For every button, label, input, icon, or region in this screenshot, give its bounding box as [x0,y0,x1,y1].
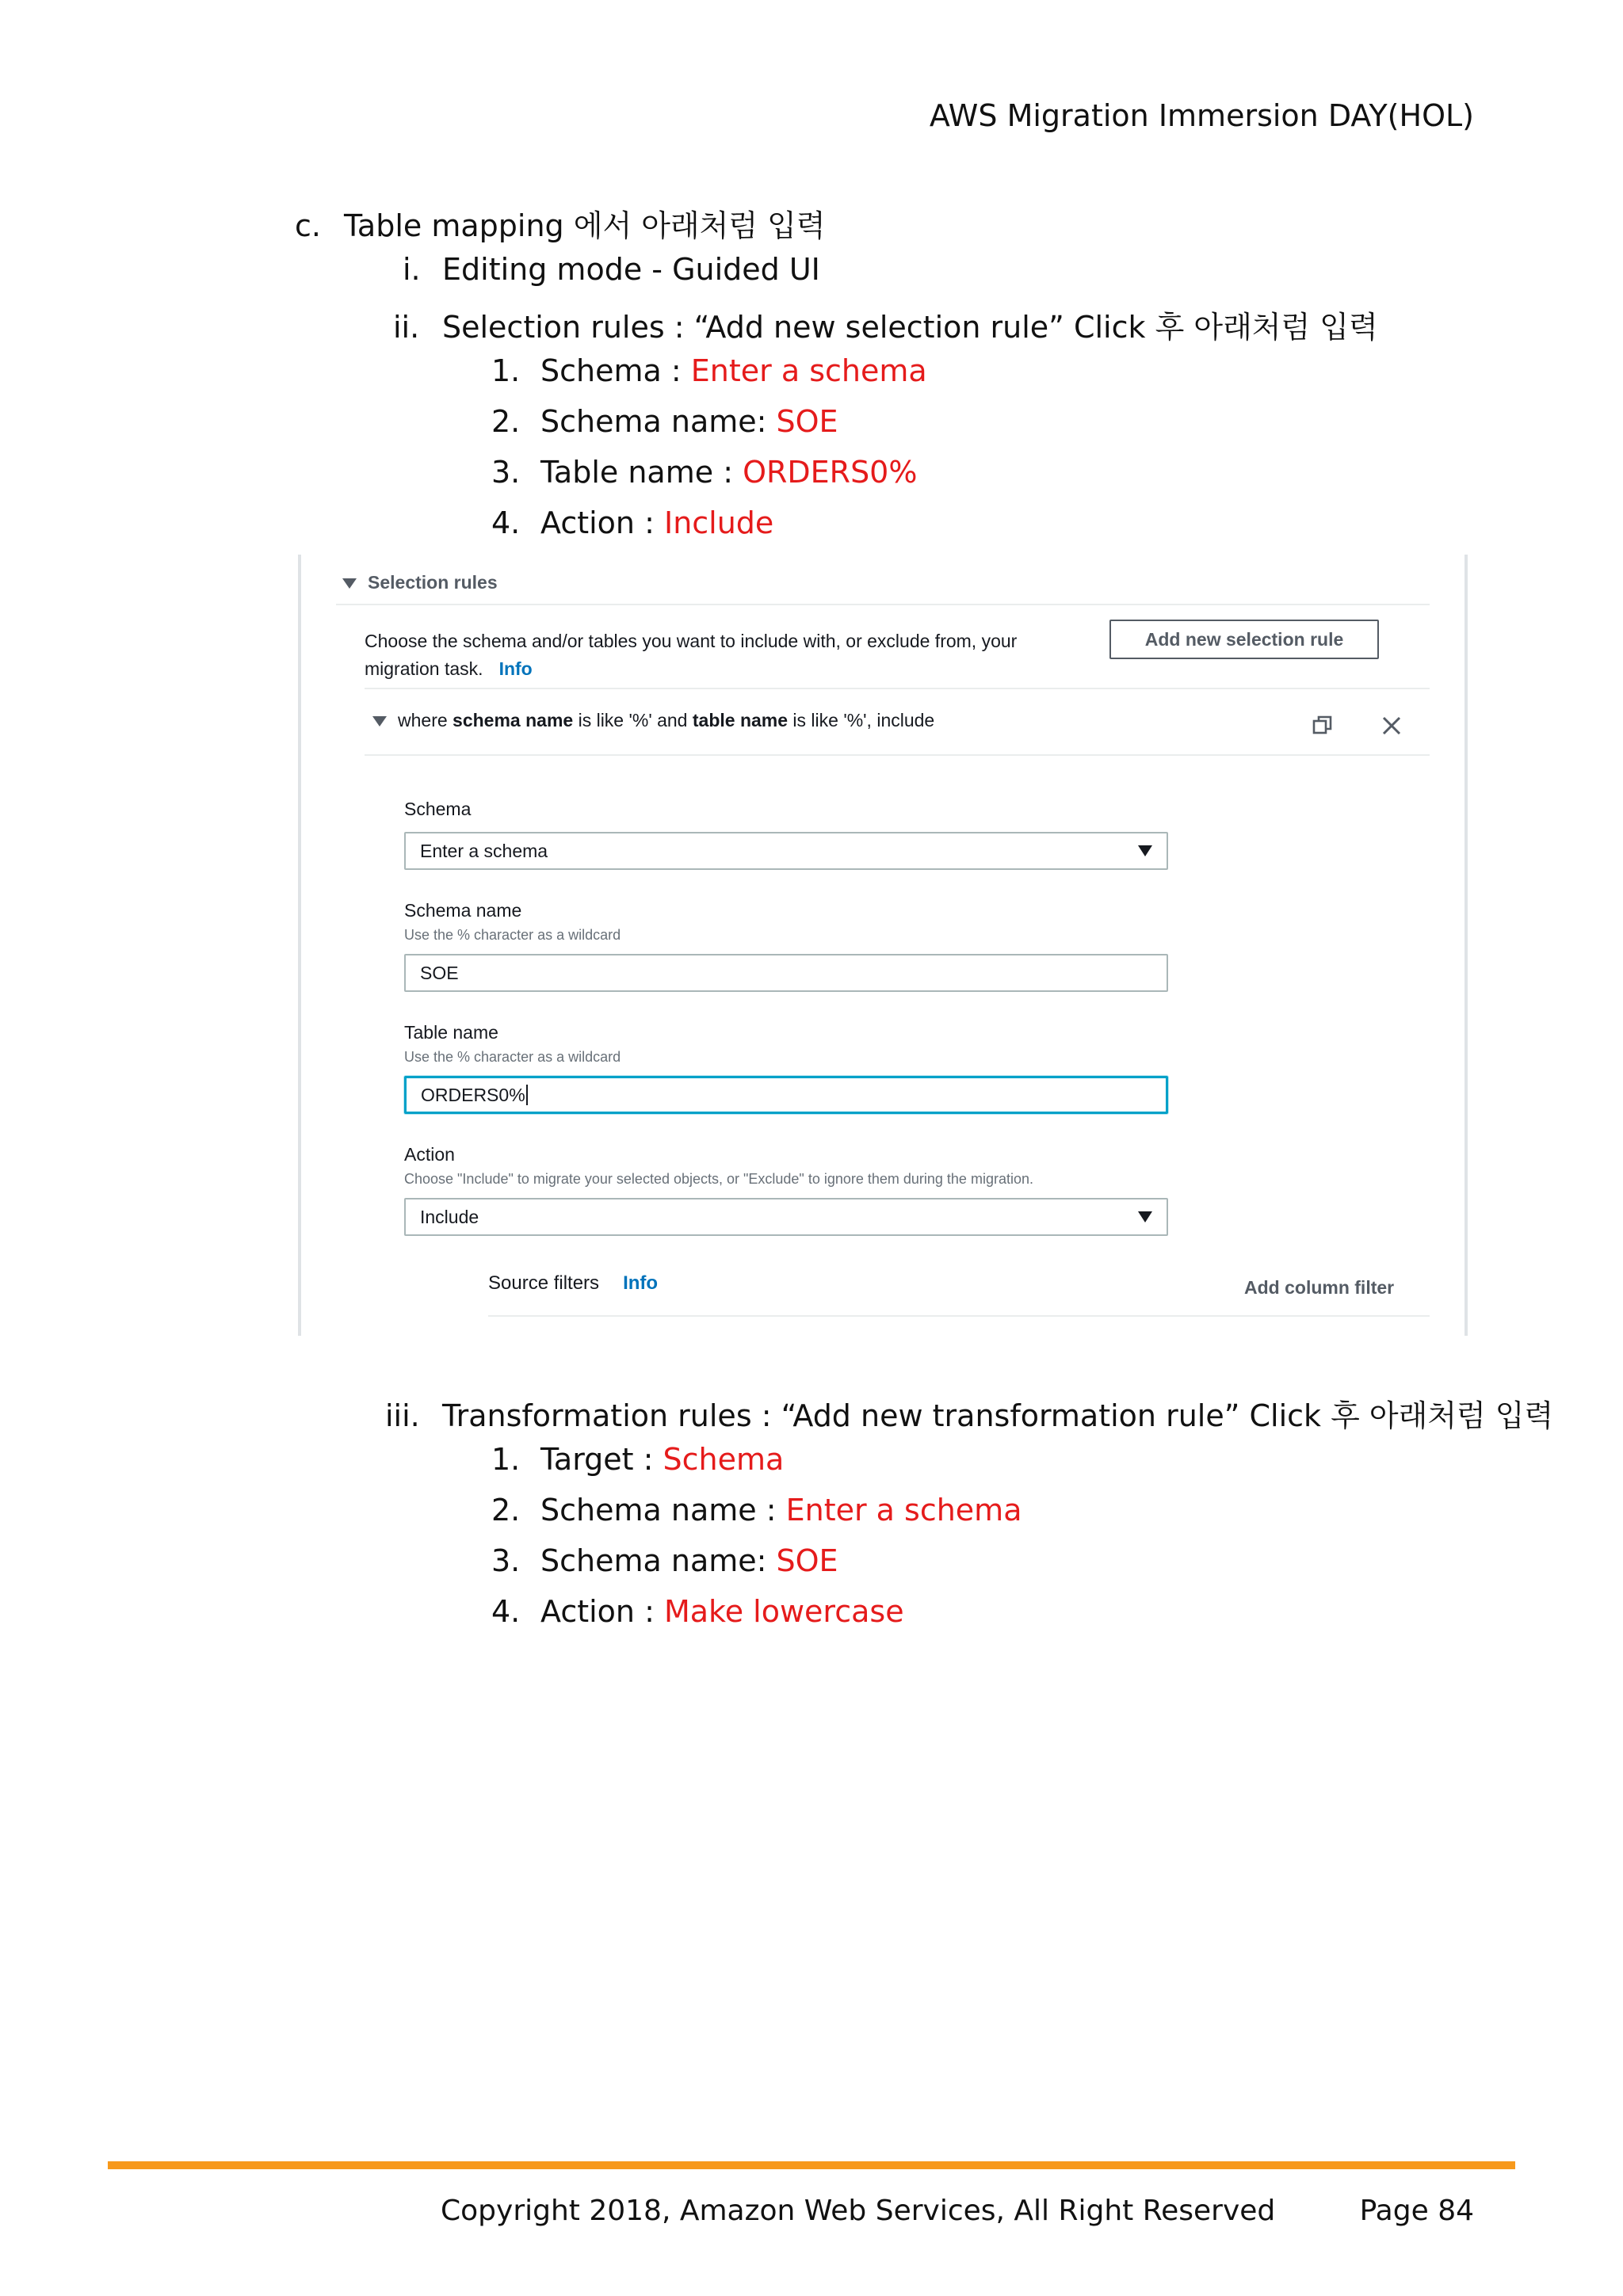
item-value: SOE [776,404,838,439]
rule-summary-row[interactable] [372,710,934,731]
transformation-item [491,1543,838,1578]
footer-rule [108,2161,1515,2169]
document-header-title: AWS Migration Immersion DAY(HOL) [929,98,1474,133]
divider [488,1315,1430,1317]
item-label: Action : [540,1594,664,1629]
item-label: Action : [540,505,664,540]
schema-label: Schema [404,799,472,819]
step-iii-text: Transformation rules : “Add new transformation rule” Click 후 아래처럼 입력 [442,1398,1554,1433]
schema-select-value: Enter a schema [420,840,548,861]
item-number: 1. [491,1442,521,1477]
action-select-value: Include [420,1206,479,1227]
divider [365,688,1430,689]
rule-summary-part: is like '%', include [788,710,935,730]
section-c [295,201,826,245]
step-i-text: Editing mode - Guided UI [442,252,820,287]
transformation-item [491,1493,1022,1527]
table-name-value: ORDERS0% [421,1084,525,1105]
action-hint: Choose "Include" to migrate your selected objects, or "Exclude" to ignore them during the migration. [404,1171,1033,1187]
add-column-filter-button[interactable]: Add column filter [1244,1277,1395,1298]
add-new-selection-rule-button[interactable]: Add new selection rule [1109,620,1379,659]
item-value: Enter a schema [690,353,927,388]
collapse-triangle-icon [342,578,357,589]
schema-name-value: SOE [420,962,459,983]
selection-rules-panel [298,555,1468,1336]
info-link[interactable]: Info [498,658,533,679]
table-name-label: Table name [404,1022,498,1043]
text-cursor [526,1085,528,1105]
divider [365,754,1430,756]
selection-item [491,353,927,388]
item-value: Enter a schema [785,1493,1022,1527]
source-filters-row [488,1272,658,1295]
item-label: Schema name: [540,1543,777,1578]
rule-summary-part: where [398,710,453,730]
step-i-marker: i. [403,252,421,287]
item-value: SOE [776,1543,838,1578]
selection-rules-description [365,627,1078,683]
item-value: ORDERS0% [743,455,918,490]
selection-item [491,455,917,490]
step-ii-marker: ii. [393,310,420,345]
item-label: Target : [540,1442,663,1477]
item-number: 4. [491,505,521,540]
schema-name-hint: Use the % character as a wildcard [404,927,621,943]
item-label: Schema name : [540,1493,786,1527]
selection-item [491,404,838,439]
caret-down-icon [1138,1211,1152,1222]
footer-page-number: Page 84 [1359,2195,1474,2227]
item-number: 1. [491,353,521,388]
item-number: 3. [491,1543,521,1578]
item-value: Schema [663,1442,785,1477]
item-number: 2. [491,1493,521,1527]
table-name-hint: Use the % character as a wildcard [404,1049,621,1065]
copy-icon[interactable] [1312,715,1333,735]
schema-name-input[interactable] [404,954,1168,992]
caret-down-icon [1138,845,1152,856]
step-iii-marker: iii. [385,1398,420,1433]
item-number: 2. [491,404,521,439]
action-label: Action [404,1144,455,1165]
section-c-text: Table mapping 에서 아래처럼 입력 [344,208,826,243]
divider [336,604,1430,605]
step-ii [393,303,1378,346]
close-icon[interactable] [1381,715,1403,737]
rule-summary-part: is like '%' and [573,710,693,730]
section-c-marker: c. [295,208,321,243]
step-iii [385,1391,1553,1435]
rule-summary-bold: table name [692,710,789,730]
description-text: Choose the schema and/or tables you want to include with, or exclude from, your migration task. [365,631,1018,679]
transformation-item [491,1442,784,1477]
transformation-item [491,1594,904,1629]
item-value: Make lowercase [663,1594,904,1629]
item-number: 4. [491,1594,521,1629]
selection-rules-header[interactable] [342,572,498,593]
table-name-input[interactable] [404,1076,1168,1114]
selection-item [491,505,773,540]
item-label: Schema name: [540,404,777,439]
expand-triangle-icon [372,716,387,727]
schema-select[interactable] [404,832,1168,870]
item-number: 3. [491,455,521,490]
rule-summary-bold: schema name [453,710,574,730]
item-label: Table name : [540,455,743,490]
footer-copyright: Copyright 2018, Amazon Web Services, All Right Reserved [441,2195,1276,2227]
action-select[interactable] [404,1198,1168,1236]
schema-name-label: Schema name [404,900,522,921]
step-ii-text: Selection rules : “Add new selection rule” Click 후 아래처럼 입력 [442,310,1378,345]
source-filters-info-link[interactable]: Info [623,1272,659,1294]
selection-rules-title: Selection rules [368,572,498,593]
source-filters-label: Source filters [488,1272,600,1294]
item-value: Include [663,505,774,540]
step-i [403,252,820,287]
item-label: Schema : [540,353,691,388]
